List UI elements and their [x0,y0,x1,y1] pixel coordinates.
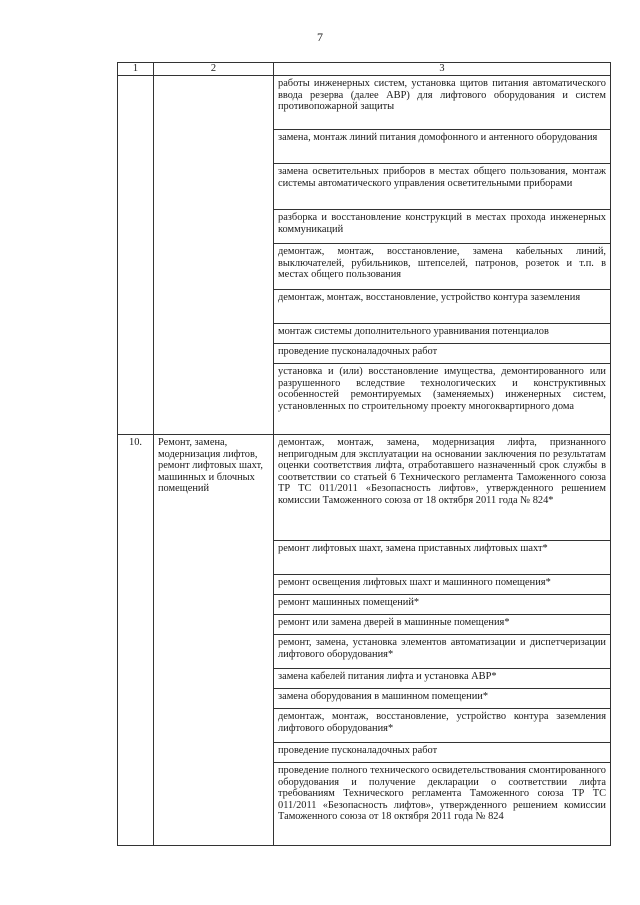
work-cell: ремонт или замена дверей в машинные помещения* [274,615,611,635]
work-cell: проведение пусконаладочных работ [274,743,611,763]
table-row [118,435,611,541]
work-cell: демонтаж, монтаж, замена, модернизация лифта, признанного непригодным для эксплуатации на основании заключения по результатам оценки соответствия лифта, отработавшего назначенный срок службы в соответствии со статьей 6 Технического регламента Таможенного союза ТР ТС 011/2011 «Безопасность лифтов», утвержденного решением комиссии Таможенного союза от 18 октября 2011 года № 824* [274,435,611,541]
continuation-name-cell [154,76,274,435]
work-cell: ремонт машинных помещений* [274,595,611,615]
work-cell: установка и (или) восстановление имущества, демонтированного или разрушенного вследствие технологических и конструктивных особенностей ремонтируемых (заменяемых) инженерных систем, установленных по строительному проекту многоквартирного дома [274,364,611,435]
work-cell: замена оборудования в машинном помещении* [274,689,611,709]
header-col-2: 2 [154,63,274,76]
work-cell: демонтаж, монтаж, восстановление, замена кабельных линий, выключателей, рубильников, штепселей, патронов, розеток и т.п. в местах общего пользования [274,244,611,290]
work-cell: демонтаж, монтаж, восстановление, устройство контура заземления лифтового оборудования* [274,709,611,743]
work-cell: проведение пусконаладочных работ [274,344,611,364]
table-row [118,76,611,130]
work-cell: ремонт освещения лифтовых шахт и машинного помещения* [274,575,611,595]
work-cell: работы инженерных систем, установка щитов питания автоматического ввода резерва (далее АВР) для лифтового оборудования и систем противопожарной защиты [274,76,611,130]
work-cell: ремонт, замена, установка элементов автоматизации и диспетчеризации лифтового оборудования* [274,635,611,669]
work-cell: замена, монтаж линий питания домофонного и антенного оборудования [274,130,611,164]
item-number: 10. [118,435,154,846]
page-number: 7 [317,30,323,44]
item-name: Ремонт, замена, модернизация лифтов, ремонт лифтовых шахт, машинных и блочных помещений [154,435,274,846]
work-cell: демонтаж, монтаж, восстановление, устройство контура заземления [274,290,611,324]
work-cell: замена кабелей питания лифта и установка АВР* [274,669,611,689]
work-cell: монтаж системы дополнительного уравнивания потенциалов [274,324,611,344]
work-cell: замена осветительных приборов в местах общего пользования, монтаж системы автоматического управления осветительными приборами [274,164,611,210]
header-col-3: 3 [274,63,611,76]
continuation-number-cell [118,76,154,435]
works-table [117,62,611,846]
table-header-row [118,63,611,76]
work-cell: ремонт лифтовых шахт, замена приставных лифтовых шахт* [274,541,611,575]
work-cell: разборка и восстановление конструкций в местах прохода инженерных коммуникаций [274,210,611,244]
work-cell: проведение полного технического освидетельствования смонтированного оборудования и получение декларации о соответствии лифта требованиям Технического регламента Таможенного союза ТР ТС 011/2011 «Безопасность лифтов», утвержденного решением комиссии Таможенного союза от 18 октября 2011 года № 824 [274,763,611,846]
header-col-1: 1 [118,63,154,76]
